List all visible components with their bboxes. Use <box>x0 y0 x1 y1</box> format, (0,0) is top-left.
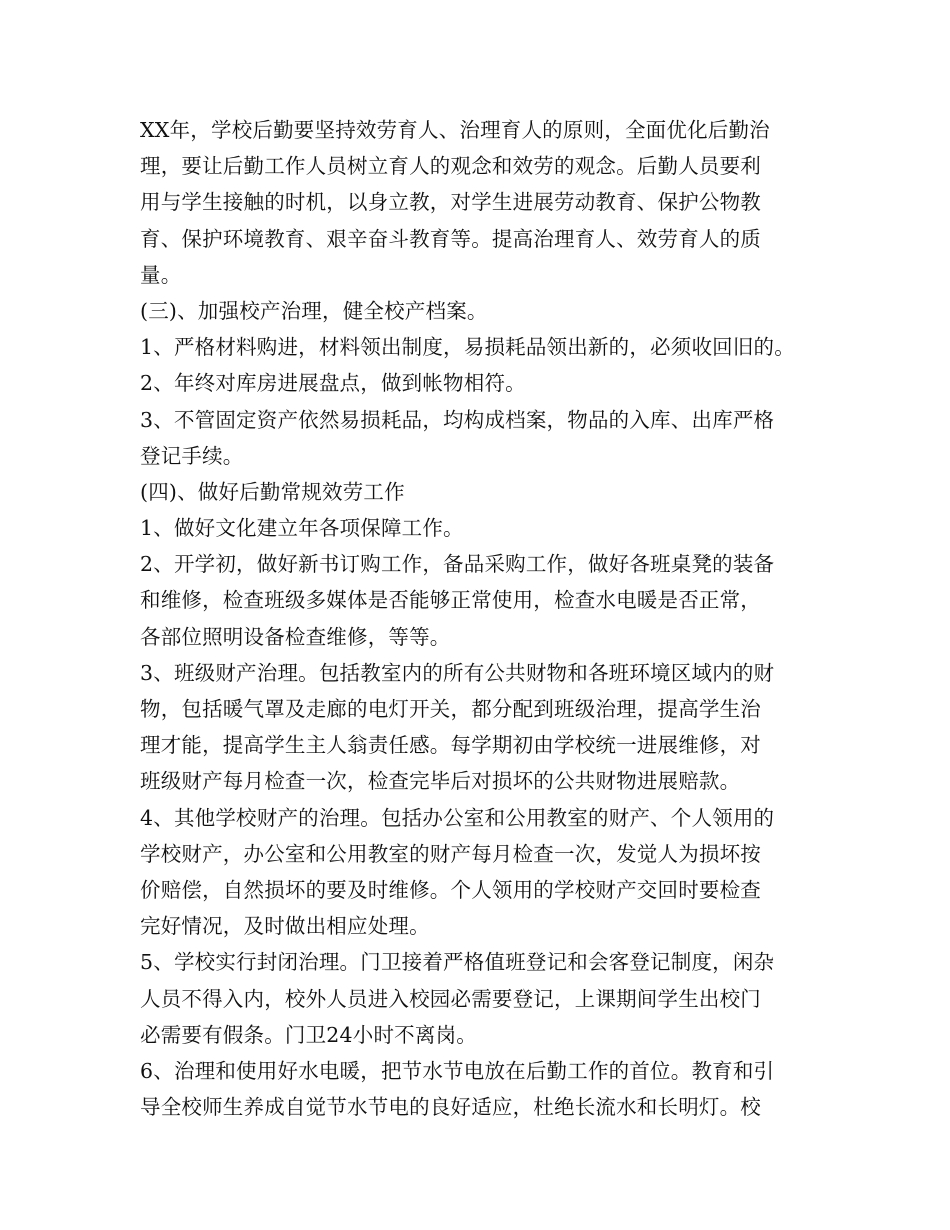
text-line: 2、年终对库房进展盘点，做到帐物相符。 <box>140 371 526 396</box>
document-body <box>140 112 820 1125</box>
text-line: 和维修，检查班级多媒体是否能够正常使用，检查水电暖是否正常， <box>140 588 761 613</box>
text-line: 物，包括暖气罩及走廊的电灯开关，都分配到班级治理，提高学生治 <box>140 697 761 721</box>
text-line: 3、不管固定资产依然易损耗品，均构成档案，物品的入库、出库严格 <box>140 407 775 432</box>
text-line: 4、其他学校财产的治理。包括办公室和公用教室的财产、个人领用的 <box>140 805 775 830</box>
section-heading: (四)、做好后勤常规效劳工作 <box>140 479 405 504</box>
text-line: 学校财产，办公室和公用教室的财产每月检查一次，发觉人为损坏按 <box>140 841 761 866</box>
text-line: 各部位照明设备检查维修，等等。 <box>140 624 451 649</box>
text-line: 2、开学初，做好新书订购工作，备品采购工作，做好各班桌凳的装备 <box>140 552 775 577</box>
text-line: 完好情况，及时做出相应处理。 <box>140 914 430 939</box>
text-line: 3、班级财产治理。包括教室内的所有公共财物和各班环境区域内的财 <box>140 660 775 685</box>
text-line: 导全校师生养成自觉节水节电的良好适应，杜绝长流水和长明灯。校 <box>140 1095 761 1120</box>
text-line: 育、保护环境教育、艰辛奋斗教育等。提高治理育人、效劳育人的质 <box>140 226 761 251</box>
text-line: XX年，学校后勤要坚持效劳育人、治理育人的原则，全面优化后勤治 <box>140 118 770 142</box>
text-line: 必需要有假条。门卫24小时不离岗。 <box>140 1022 477 1047</box>
text-line: 5、学校实行封闭治理。门卫接着严格值班登记和会客登记制度，闲杂 <box>140 950 775 975</box>
text-line: 班级财产每月检查一次，检查完毕后对损坏的公共财物进展赔款。 <box>140 769 741 794</box>
text-line: 1、严格材料购进，材料领出制度，易损耗品领出新的，必须收回旧的。 <box>140 335 795 360</box>
section-heading: (三)、加强校产治理，健全校产档案。 <box>140 298 488 323</box>
text-line: 登记手续。 <box>140 443 244 468</box>
text-line: 价赔偿，自然损坏的要及时维修。个人领用的学校财产交回时要检查 <box>140 877 761 902</box>
text-line: 1、做好文化建立年各项保障工作。 <box>140 516 464 541</box>
text-line: 理才能，提高学生主人翁责任感。每学期初由学校统一进展维修，对 <box>140 733 761 758</box>
text-line: 6、治理和使用好水电暖，把节水节电放在后勤工作的首位。教育和引 <box>140 1058 775 1083</box>
text-line: 人员不得入内，校外人员进入校园必需要登记，上课期间学生出校门 <box>140 986 761 1011</box>
text-line: 理，要让后勤工作人员树立育人的观念和效劳的观念。后勤人员要利 <box>140 154 761 179</box>
text-line: 量。 <box>140 262 182 287</box>
text-line: 用与学生接触的时机，以身立教，对学生进展劳动教育、保护公物教 <box>140 190 761 215</box>
